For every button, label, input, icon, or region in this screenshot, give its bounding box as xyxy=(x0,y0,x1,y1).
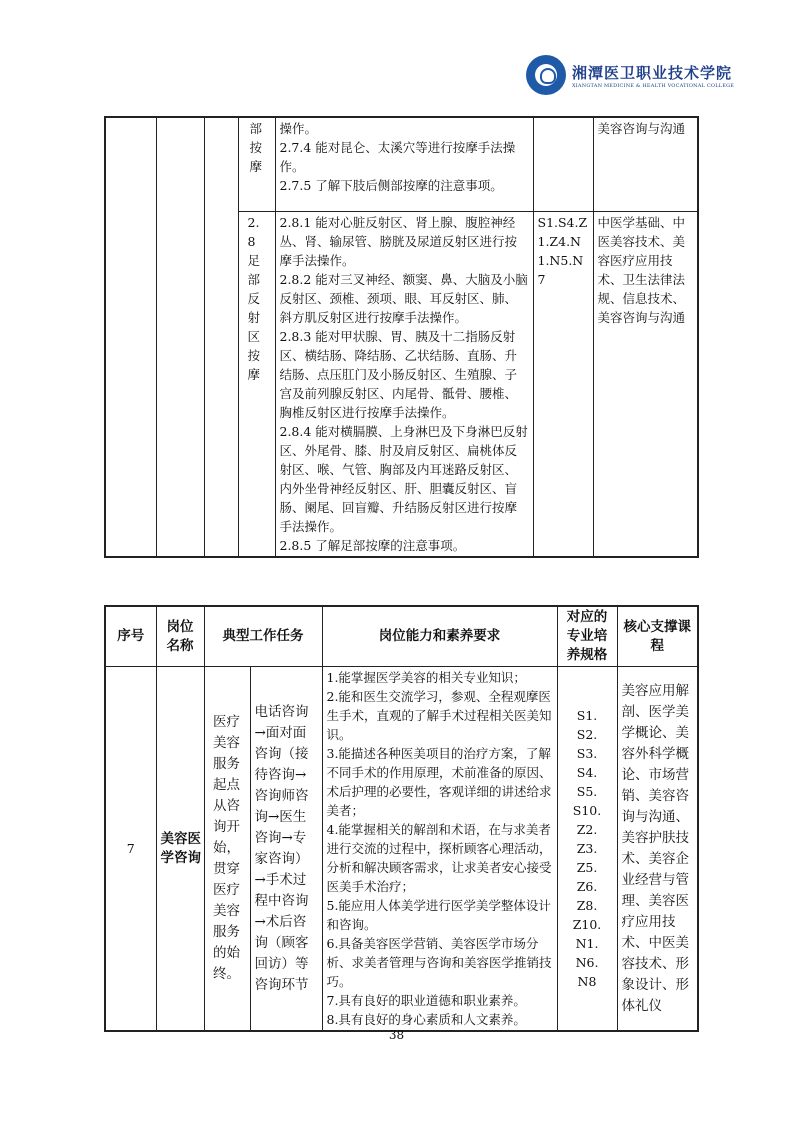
sub-task: 2.8足部反射区按摩 xyxy=(247,214,261,382)
header-no: 序号 xyxy=(105,606,156,667)
ability-item: 2.8.5 了解足部按摩的注意事项。 xyxy=(279,537,466,553)
ability-item: 4.能掌握相关的解剖和术语，在与求美者进行交流的过程中，探析顾客心理活动，分析和解决顾客需求，让求美者安心接受医美手术治疗； xyxy=(326,822,552,894)
ability-item: 2.7.4 能对昆仑、太溪穴等进行按摩手法操作。 xyxy=(279,140,516,174)
ability-item: 5.能应用人体美学进行医学美学整体设计和咨询。 xyxy=(326,898,551,932)
spec-item: S10. xyxy=(572,803,602,818)
header-abilities: 岗位能力和素养要求 xyxy=(322,606,557,667)
courses-cell: 中医学基础、中医美容技术、美容医疗应用技术、卫生法律法规、信息技术、美容咨询与沟通 xyxy=(593,211,698,557)
header-tasks: 典型工作任务 xyxy=(204,606,322,667)
spec-item: Z3. xyxy=(576,841,598,856)
spec-item: Z6. xyxy=(576,879,598,894)
college-name-en: XIANGTAN MEDICINE & HEALTH VOCATIONAL COLLEGE xyxy=(572,82,735,89)
ability-item: 8.具有良好的身心素质和人文素养。 xyxy=(326,1012,526,1027)
abilities-cell xyxy=(322,667,557,1032)
spec-item: S4. xyxy=(576,765,598,780)
abilities-cell xyxy=(275,117,533,211)
spec-item: N8 xyxy=(577,974,597,989)
page-number: 38 xyxy=(388,1028,405,1042)
header-courses: 核心支撑课程 xyxy=(617,606,698,667)
ability-item: 2.8.3 能对甲状腺、胃、胰及十二指肠反射区、横结肠、降结肠、乙状结肠、直肠、升结肠、点压肛门及小肠反射区、生殖腺、子宫及前列腺反射区、内尾骨、骶骨、腰椎、胸椎反射区进行按摩手法操作。 xyxy=(279,328,518,420)
ability-item: 2.能和医生交流学习，参观、全程观摩医生手术，直观的了解手术过程相关医美知识。 xyxy=(326,689,552,742)
specs-cell: S1.S4.Z1.Z4.N1.N5.N7 xyxy=(533,211,593,557)
header-position: 岗位名称 xyxy=(156,606,204,667)
table-header-row xyxy=(105,606,698,667)
ability-item: 2.7.5 了解下肢后侧部按摩的注意事项。 xyxy=(279,178,503,193)
spec-item: Z2. xyxy=(576,822,598,837)
position-table xyxy=(104,605,699,1032)
spec-item: Z5. xyxy=(576,860,598,875)
spec-item: S5. xyxy=(576,784,598,799)
specs-cell xyxy=(533,117,593,211)
spec-item: S2. xyxy=(576,727,598,742)
specs-cell xyxy=(557,667,617,1032)
spec-item: Z10. xyxy=(572,917,602,932)
task-summary: 医疗美容服务起点从咨询开始，贯穿医疗美容服务的始终。 xyxy=(213,714,240,982)
abilities-cell xyxy=(275,211,533,557)
massage-table-continued xyxy=(104,116,699,558)
ability-item: 6.具备美容医学营销、美容医学市场分析、求美者管理与咨询和美容医学推销技巧。 xyxy=(326,936,552,989)
courses-cell: 美容咨询与沟通 xyxy=(593,117,698,211)
spec-item: Z8. xyxy=(576,898,598,913)
spec-item: N6. xyxy=(575,955,599,970)
task-detail: 电话咨询→面对面咨询（接待咨询→咨询师咨询→医生咨询→专家咨询）→手术过程中咨询→术后咨询（顾客回访）等咨询环节 xyxy=(250,667,322,1032)
college-name-cn: 湘潭医卫职业技术学院 xyxy=(572,63,733,82)
position-name: 美容医学咨询 xyxy=(160,830,201,866)
table-row xyxy=(105,117,698,211)
ability-item: 2.8.2 能对三叉神经、额窦、鼻、大脑及小脑反射区、颈椎、颈项、眼、耳反射区、肺、斜方肌反射区进行按摩手法操作。 xyxy=(279,271,528,325)
sub-task: 部按摩 xyxy=(249,121,263,174)
ability-item: 操作。 xyxy=(279,121,318,136)
courses-cell: 美容应用解剖、医学美学概论、美容外科学概论、市场营销、美容咨询与沟通、美容护肤技术、美容企业经营与管理、美容医疗应用技术、中医美容技术、形象设计、形体礼仪 xyxy=(617,667,698,1032)
ability-item: 1.能掌握医学美容的相关专业知识； xyxy=(326,670,526,685)
college-logo xyxy=(526,55,734,95)
ability-item: 2.8.1 能对心脏反射区、肾上腺、腹腔神经丛、肾、输尿管、膀胱及尿道反射区进行按摩手法操作。 xyxy=(279,214,518,268)
ability-item: 2.8.4 能对横膈膜、上身淋巴及下身淋巴反射区、外尾骨、膝、肘及肩反射区、扁桃体反射区、喉、气管、胸部及内耳迷路反射区、内外坐骨神经反射区、肝、胆囊反射区、盲肠、阑尾、回盲瓣、升结肠反射区进行按摩手法操作。 xyxy=(279,423,528,534)
spec-item: S3. xyxy=(576,746,598,761)
spec-item: S1. xyxy=(576,708,598,723)
ability-item: 3.能描述各种医美项目的治疗方案，了解不同手术的作用原理，术前准备的原因、术后护理的必要性，客观详细的讲述给求美者； xyxy=(326,746,552,818)
spec-item: N1. xyxy=(575,936,599,951)
table-row xyxy=(105,667,698,1032)
college-seal-icon xyxy=(526,55,566,95)
ability-item: 7.具有良好的职业道德和职业素养。 xyxy=(326,993,526,1008)
header-specs: 对应的专业培养规格 xyxy=(557,606,617,667)
row-no: 7 xyxy=(105,667,156,1032)
